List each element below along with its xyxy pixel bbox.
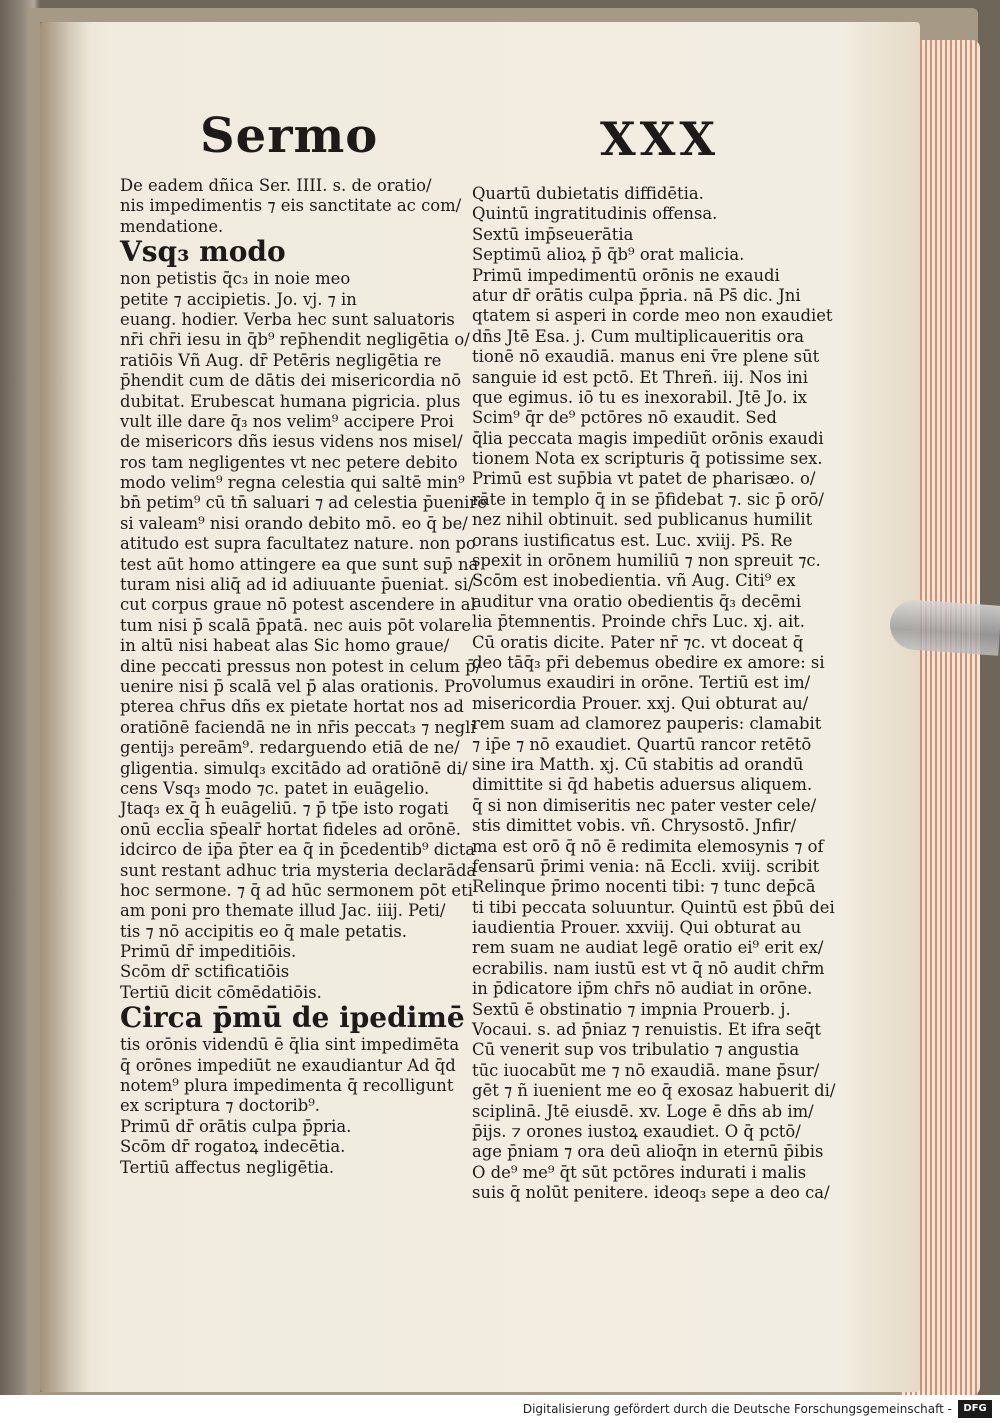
running-header-left: Sermo xyxy=(200,108,379,164)
right-column-line: orans iustificatus est. Luc. xviij. Ps̄. Re xyxy=(472,530,793,550)
right-column-line: suis q̄ nolūt penitere. ideoq₃ sepe a deo ca/ xyxy=(472,1183,830,1203)
left-column-line: dubitat. Erubescat humana pigricia. plus xyxy=(120,391,461,411)
right-column-line: O de⁹ me⁹ q̄t sūt pctōres indurati i malis xyxy=(472,1162,807,1182)
left-column-line: si valeam⁹ nisi orando debito mō. eo q̄ be/ xyxy=(120,513,468,533)
right-column-line: age p̄niam ⁊ ora deū alioq̄n in eternū p̄ibis xyxy=(472,1142,824,1162)
left-column-line: p̄hendit cum de dātis dei misericordia nō xyxy=(120,371,462,391)
right-column-line: deo tāq̄₃ pr̄i debemus obedire ex amore: si xyxy=(472,652,825,672)
right-column-line: Vocaui. s. ad p̄niaz ⁊ renuistis. Et ifra seq̄t xyxy=(472,1020,821,1040)
left-text-column xyxy=(120,176,487,1178)
left-column-line: in altū nisi habeat alas Sic homo graue/ xyxy=(120,636,450,656)
gutter-shadow xyxy=(40,22,90,1392)
right-column-line: atur dr̄ orātis culpa p̄pria. nā Ps̄ dic. Jni xyxy=(472,285,801,305)
left-column-line: q̄ orōnes impediūt ne exaudiantur Ad q̄d xyxy=(120,1055,456,1075)
left-column-line: oratiōnē faciendā ne in nr̄is peccat₃ ⁊ negli xyxy=(120,717,476,737)
right-column-line: in p̄dicatore ip̄m chr̄s nō audiat in orōne. xyxy=(472,979,813,999)
left-column-line: sunt restant adhuc tria mysteria declarāda xyxy=(120,860,477,880)
left-column-line: nr̄i chr̄i iesu in q̄b⁹ rep̄hendit negligētia o/ xyxy=(120,330,470,350)
left-column-line: Jtaq₃ ex q̄ h̄ euāgeliū. ⁊ p̄ tp̄e isto rogati xyxy=(120,799,449,819)
right-column-line: sciplinā. Jtē eiusdē. xv. Loge ē dn̄s ab im/ xyxy=(472,1101,814,1121)
page-clip xyxy=(888,598,1000,656)
right-column-line: ti tibi peccata soluuntur. Quintū est p̄bū dei xyxy=(472,897,835,917)
left-column-line: gligentia. simulq₃ excitādo ad oratiōnē di/ xyxy=(120,758,468,778)
left-column-line: pterea chr̄us dñs ex pietate hortat nos ad xyxy=(120,697,464,717)
left-column-line: Primū dr̄ impeditiōis. xyxy=(120,942,297,962)
right-column-line: rāte in templo q̄ in se p̄fidebat ⁊. sic p̄ orō/ xyxy=(472,489,824,509)
right-column-line: lia p̄temnentis. Proinde chr̄s Luc. xj. ait. xyxy=(472,612,805,632)
right-column-line: p̄ijs. ⁊ orones iustoꝝ exaudiet. O q̄ pctō/ xyxy=(472,1121,801,1141)
right-column-line: tionem Nota ex scripturis q̄ potissime sex. xyxy=(472,449,823,469)
left-column-line: vult ille dare q̄₃ nos velim⁹ accipere Proi xyxy=(120,411,454,431)
right-column-line: Sextū ē obstinatio ⁊ impnia Prouerb. j. xyxy=(472,999,791,1019)
footer-credit: Digitalisierung gefördert durch die Deutsche Forschungsgemeinschaft - xyxy=(522,1402,952,1416)
right-column-line: volumus exaudiri in orōne. Tertiū est im/ xyxy=(472,673,811,693)
right-column-line: qtatem si asperi in corde meo non exaudiet xyxy=(472,306,833,326)
left-column-line: atitudo est supra facultatez nature. non po xyxy=(120,534,476,554)
left-column-line: tis orōnis videndū ē q̄lia sint impedimēta xyxy=(120,1035,460,1055)
right-column-line: ⁊ ip̄e ⁊ nō exaudiet. Quartū rancor retētō xyxy=(472,734,812,754)
right-column-line: q̄ si non dimiseritis nec pater vester cele/ xyxy=(472,795,817,815)
left-column-line: nis impedimentis ⁊ eis sanctitate ac com/ xyxy=(120,196,462,216)
left-column-line: idcirco de ip̄a p̄ter ea q̄ in p̄cedentib⁹ dicta xyxy=(120,840,476,860)
left-column-line: bn̄ petim⁹ cū tn̄ saluari ⁊ ad celestia p̄uenire xyxy=(120,493,487,513)
left-column-line: Primū dr̄ orātis culpa p̄pria. xyxy=(120,1116,352,1136)
left-column-line: petite ⁊ accipietis. Jo. vj. ⁊ in xyxy=(120,289,357,309)
left-column-line: cut corpus graue nō potest ascendere in al xyxy=(120,595,476,615)
right-column-line: tionē nō exaudiā. manus eni v̄re plene sūt xyxy=(472,347,820,367)
right-column-line: dn̄s Jtē Esa. j. Cum multiplicaueritis ora xyxy=(472,326,805,346)
right-column-line: Septimū alioꝝ p̄ q̄b⁹ orat malicia. xyxy=(472,245,745,265)
left-column-line: Tertiū dicit cōmēdatiōis. xyxy=(120,982,322,1002)
left-column-line: cens Vsq₃ modo ⁊c. patet in euāgelio. xyxy=(120,778,430,798)
left-column-line: tis ⁊ nō accipitis eo q̄ male petatis. xyxy=(120,921,407,941)
left-column-line: Vsq₃ modo xyxy=(120,235,286,269)
right-column-line: sine ira Matth. xj. Cū stabitis ad orandū xyxy=(472,754,804,774)
right-column-line: Relinque p̄rimo nocenti tibi: ⁊ tunc dep̄cā xyxy=(472,877,816,897)
left-column-line: euang. hodier. Verba hec sunt saluatoris xyxy=(120,309,455,329)
right-column-line: dimittite si q̄d habetis aduersus aliquem. xyxy=(472,775,813,795)
right-column-line: ma est orō q̄ nō ē redimita elemosynis ⁊ of xyxy=(472,836,824,856)
right-column-line: Cū venerit sup vos tribulatio ⁊ angustia xyxy=(472,1040,800,1060)
right-column-line: q̄lia peccata magis impediūt orōnis exaudi xyxy=(472,428,824,448)
right-column-line: gēt ⁊ ñ iuenient me eo q̄ exosaz habuerit di/ xyxy=(472,1081,836,1101)
right-column-line: iaudientia Prouer. xxviij. Qui obturat au xyxy=(472,918,802,938)
left-column-line: de misericors dñs iesus videns nos misel/ xyxy=(120,432,463,452)
left-column-line: ros tam negligentes vt nec petere debito xyxy=(120,452,458,472)
left-column-line: Tertiū affectus negligētia. xyxy=(120,1157,335,1177)
right-column-line: spexit in orōnem humiliū ⁊ non spreuit ⁊c. xyxy=(472,551,821,571)
right-column-line: sanguie id est pctō. Et Threñ. iij. Nos ini xyxy=(472,367,808,387)
left-column-line: turam nisi aliq̄ ad id adiuuante p̄ueniat. si/ xyxy=(120,575,474,595)
right-column-line: nez nihil obtinuit. sed publicanus humilit xyxy=(472,510,813,530)
left-column-line: notem⁹ plura impedimenta q̄ recolligunt xyxy=(120,1076,454,1096)
right-column-line: rem suam ad clamorez pauperis: clamabit xyxy=(472,714,822,734)
right-column-line: Primū est sup̄bia vt patet de pharisæo. o/ xyxy=(472,469,816,489)
right-column-line: Primū impedimentū orōnis ne exaudi xyxy=(472,265,780,285)
dfg-logo: DFG xyxy=(958,1400,992,1418)
right-column-line: rem suam ne audiat legē oratio ei⁹ erit ex/ xyxy=(472,938,824,958)
right-column-line: Cū oratis dicite. Pater nr̄ ⁊c. vt doceat q̄ xyxy=(472,632,804,652)
left-column-line: tum nisi p̄ scalā p̄patā. nec auis pōt volare xyxy=(120,615,472,635)
left-column-line: non petistis q̄c₃ in noie meo xyxy=(120,269,351,289)
right-column-line: Scōm est inobedientia. vñ Aug. Citi⁹ ex xyxy=(472,571,796,591)
left-column-line: uenire nisi p̄ scalā vel p̄ alas orationis. Pro xyxy=(120,676,473,696)
footer-bar xyxy=(0,1395,1000,1423)
right-column-line: ecrabilis. nam iustū est vt q̄ nō audit chr̄m xyxy=(472,958,825,978)
left-column-line: Circa p̄mū de ipedimē xyxy=(120,1001,465,1035)
left-column-line: dine peccati pressus non potest in celum p̄/ xyxy=(120,656,482,676)
right-column-line: tūc iuocabūt me ⁊ nō exaudiā. mane p̄sur/ xyxy=(472,1060,820,1080)
left-column-line: gentij₃ pereām⁹. redarguendo etiā de ne/ xyxy=(120,738,460,758)
left-column-line: am poni pro themate illud Jac. iiij. Peti/ xyxy=(120,901,446,921)
left-column-line: Scōm dr̄ rogatoꝝ indecētia. xyxy=(120,1137,346,1157)
left-column-line: ratiōis Vñ Aug. dr̄ Petēris negligētia re xyxy=(120,350,442,370)
left-column-line: Scōm dr̄ sctificatiōis xyxy=(120,962,290,982)
right-column-line: Quartū dubietatis diffidētia. xyxy=(472,184,704,203)
left-column-line: mendatione. xyxy=(120,216,224,236)
left-column-line: modo velim⁹ regna celestia qui saltē min⁹ xyxy=(120,473,465,493)
right-column-line: Quintū ingratitudinis offensa. xyxy=(472,204,718,224)
right-column-line: Sextū imp̄seuerātia xyxy=(472,224,634,244)
left-column-line: test aūt homo attingere ea que sunt sup̄ na xyxy=(120,554,479,574)
right-column-line: stis dimittet vobis. vñ. Chrysostō. Jnfir/ xyxy=(472,816,797,836)
left-column-line: ex scriptura ⁊ doctorib⁹. xyxy=(120,1096,320,1116)
right-column-line: Scim⁹ q̄r de⁹ pctōres nō exaudit. Sed xyxy=(472,408,777,428)
left-column-line: hoc sermone. ⁊ q̄ ad hūc sermonem pōt eti xyxy=(120,880,473,900)
folio-number: XXX xyxy=(600,112,720,166)
right-text-column xyxy=(472,184,836,1204)
right-column-line: fensarū p̄rimi venia: nā Eccli. xviij. scribit xyxy=(472,856,820,876)
right-column-line: auditur vna oratio obedientis q̄₃ decēmi xyxy=(472,591,802,611)
left-column-line: De eadem dñica Ser. IIII. s. de oratio/ xyxy=(120,176,432,195)
left-column-line: onū eccl̄ia sp̄ealr̄ hortat fideles ad orōnē. xyxy=(120,819,461,839)
right-column-line: misericordia Prouer. xxj. Qui obturat au/ xyxy=(472,693,809,713)
right-column-line: que egimus. iō tu es inexorabil. Jtē Jo. ix xyxy=(472,387,808,407)
